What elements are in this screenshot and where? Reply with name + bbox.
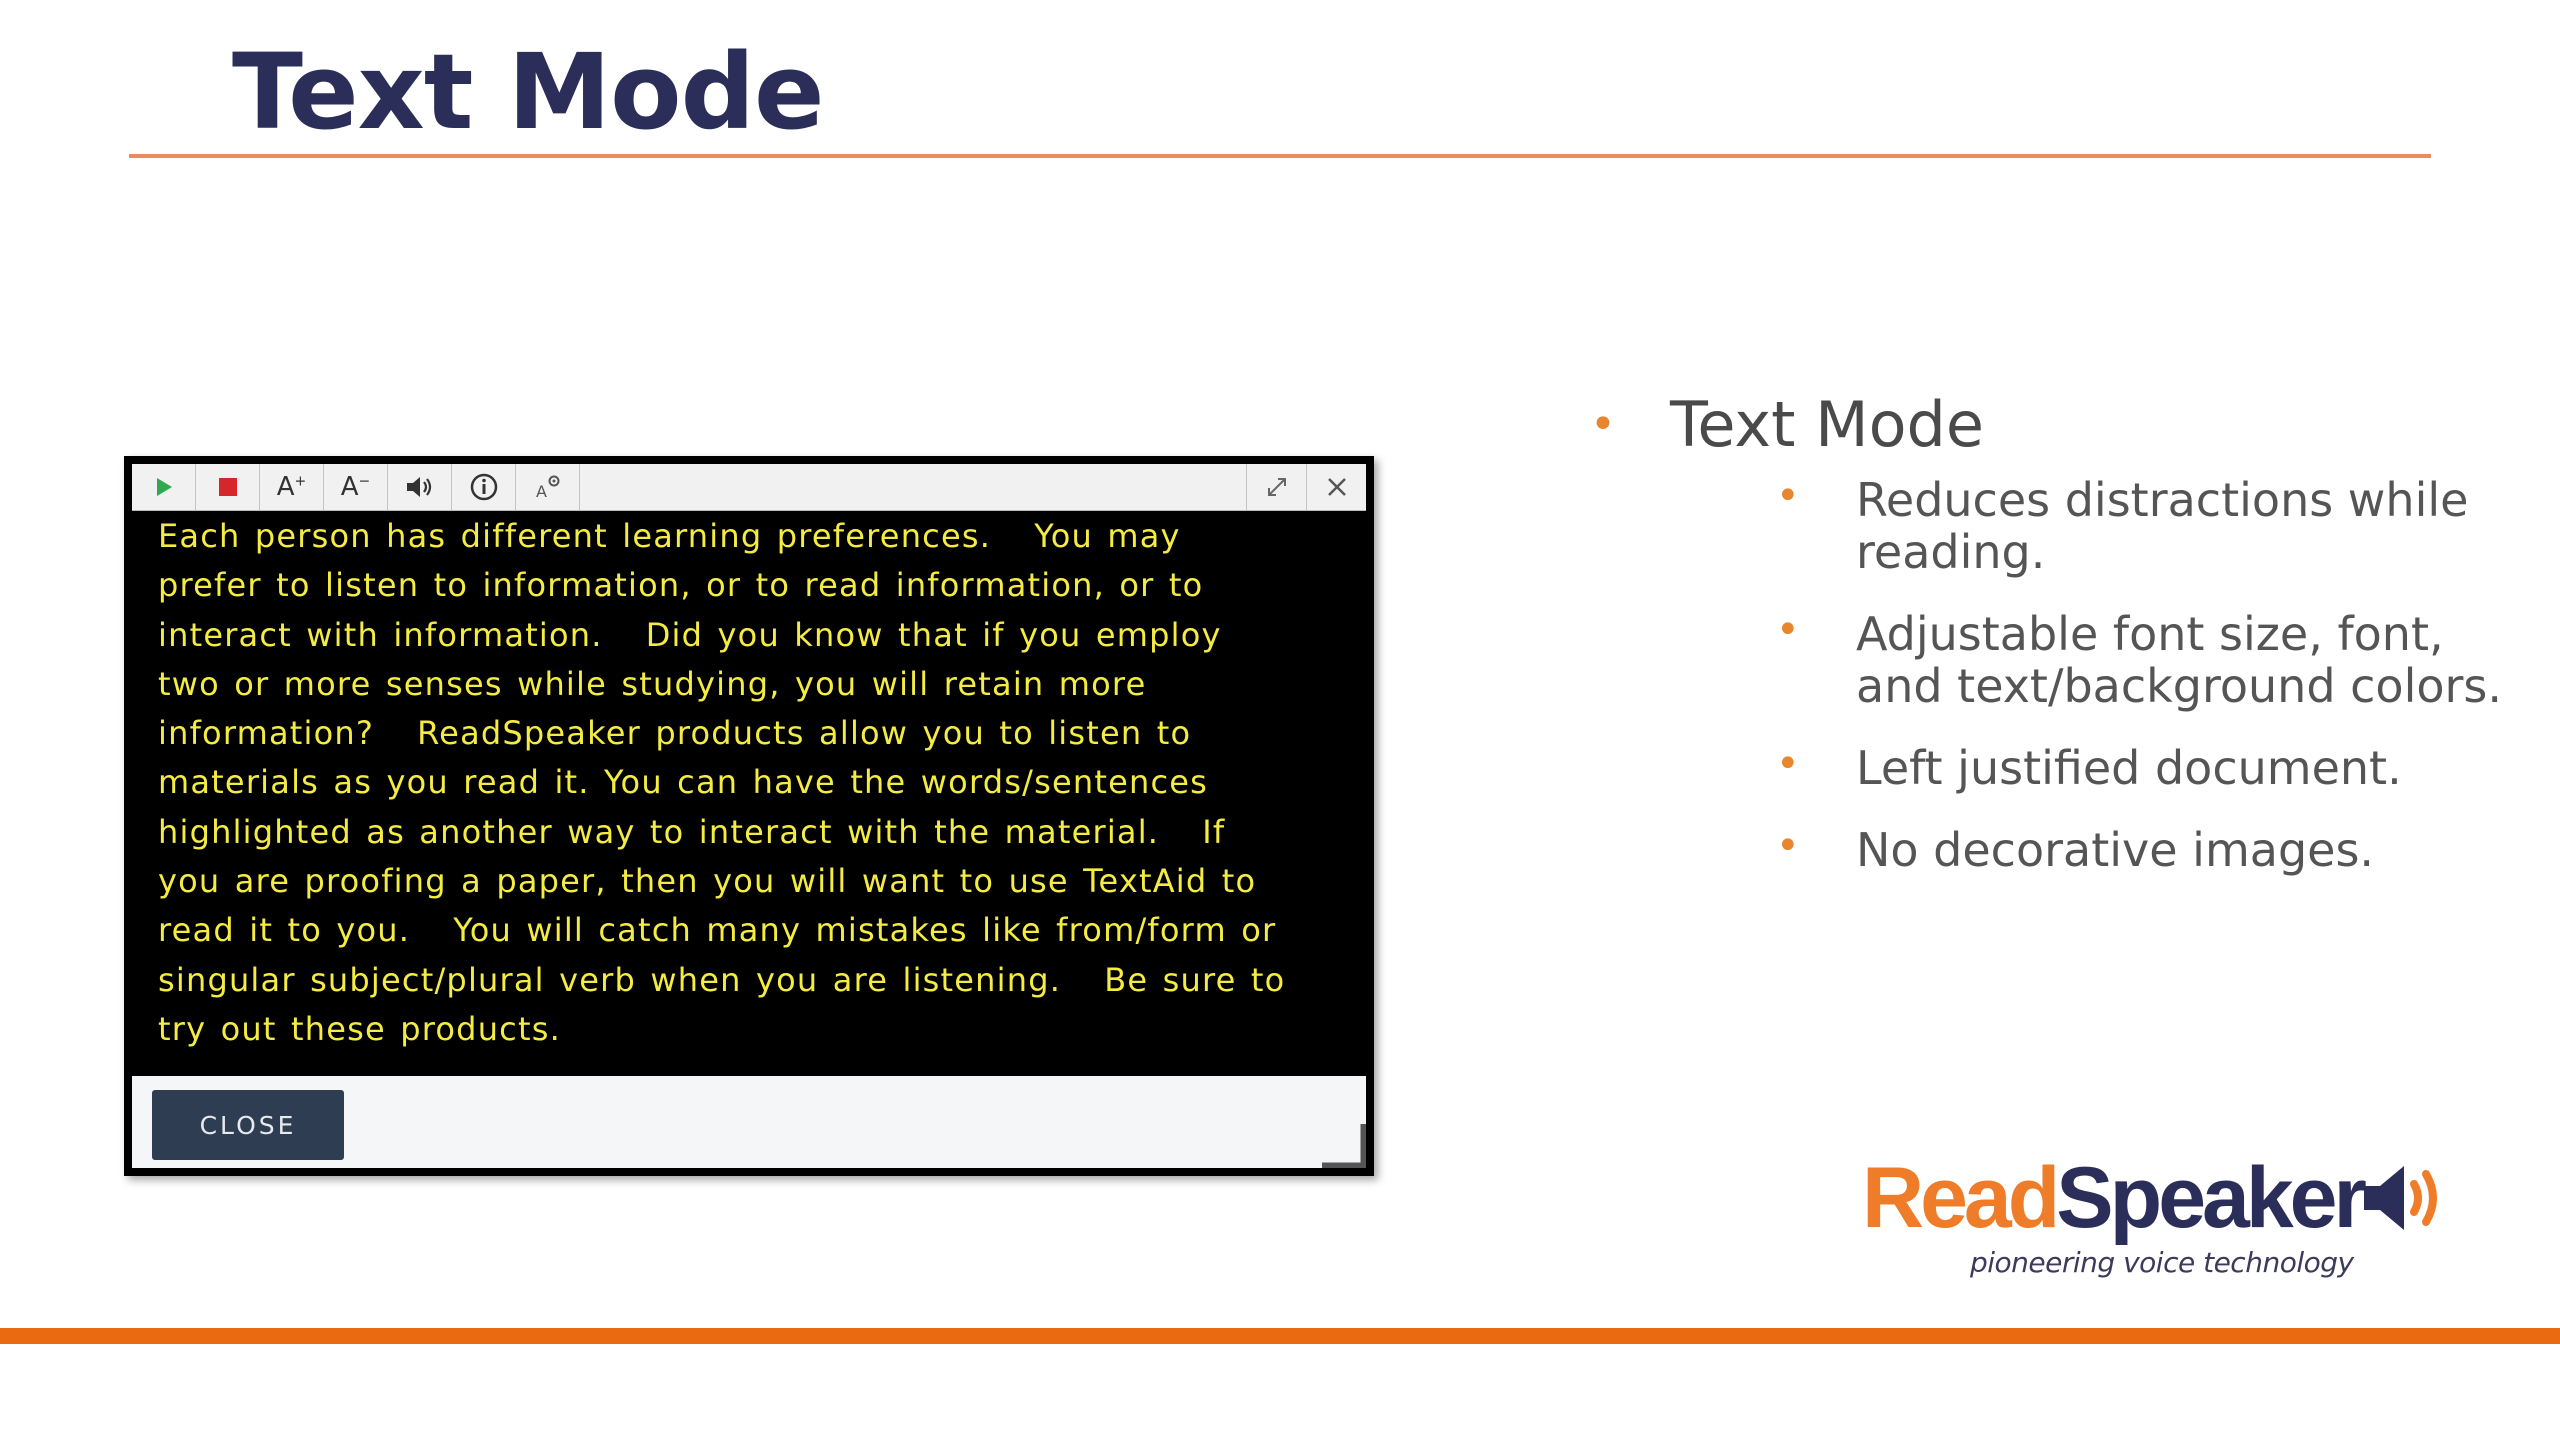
close-button[interactable]: CLOSE [152, 1090, 344, 1160]
sub-bullet [1670, 824, 2530, 876]
bullet-dot-icon: • [1776, 741, 1800, 787]
reader-text: Each person has different learning preferences. You may prefer to listen to information, or to read information, or to interact with information. Did you know that if you employ two or more senses while studying, you will retain more information? ReadSpeaker products allow you to listen to materials as you read it. You can have the words/sentences highlighted as another way to interact with the material. If you are proofing a paper, then you will want to use TextAid to read it to you. You will catch many mistakes like from/form or singular subject/plural verb when you are listening. Be sure to try out these products. [158, 517, 1286, 1048]
bullet-dot-icon: • [1776, 823, 1800, 869]
play-icon [154, 476, 174, 498]
maximize-button[interactable] [1246, 464, 1306, 510]
decrease-font-icon: A− [340, 472, 371, 502]
play-button[interactable] [132, 464, 196, 510]
bullet-main-text: Text Mode [1670, 388, 1985, 461]
footer-accent-bar [0, 1328, 2560, 1344]
slide-title: Text Mode [232, 31, 824, 153]
reader-toolbar [132, 464, 1366, 511]
svg-text:A: A [535, 482, 547, 501]
speaker-icon [2362, 1162, 2448, 1234]
sub-bullet-list [1670, 474, 2530, 876]
sub-bullet [1670, 742, 2530, 794]
toolbar-spacer [580, 464, 1246, 510]
sub-bullet [1670, 608, 2530, 712]
stop-icon [218, 477, 238, 497]
sub-bullet-text: Left justified document. [1856, 741, 2402, 795]
maximize-icon [1263, 473, 1291, 501]
stop-button[interactable] [196, 464, 260, 510]
increase-font-button[interactable] [260, 464, 324, 510]
info-button[interactable] [452, 464, 516, 510]
settings-icon [534, 473, 562, 501]
bullet-list [1590, 380, 2530, 876]
bullet-dot-icon: • [1590, 399, 1616, 450]
settings-button[interactable] [516, 464, 580, 510]
volume-button[interactable] [388, 464, 452, 510]
panel-footer [132, 1076, 1366, 1168]
bullet-dot-icon: • [1776, 473, 1800, 519]
volume-icon [405, 475, 435, 499]
text-mode-panel [124, 456, 1374, 1176]
logo-tagline: pioneering voice technology [1970, 1246, 2354, 1279]
info-icon [470, 473, 498, 501]
increase-font-icon: A+ [276, 472, 307, 502]
sub-bullet-text: Adjustable font size, font, and text/background colors. [1856, 607, 2502, 713]
readspeaker-logo [1862, 1148, 2452, 1288]
sub-bullet-text: Reduces distractions while reading. [1856, 473, 2469, 579]
logo-wordmark: ReadSpeaker [1862, 1150, 2363, 1246]
bullet-main [1590, 380, 2530, 876]
close-icon [1326, 476, 1348, 498]
sub-bullet-text: No decorative images. [1856, 823, 2375, 877]
close-x-button[interactable] [1306, 464, 1366, 510]
title-divider [129, 154, 2431, 158]
decrease-font-button[interactable] [324, 464, 388, 510]
resize-handle-icon[interactable] [1320, 1122, 1366, 1168]
sub-bullet [1670, 474, 2530, 578]
bullet-dot-icon: • [1776, 607, 1800, 653]
